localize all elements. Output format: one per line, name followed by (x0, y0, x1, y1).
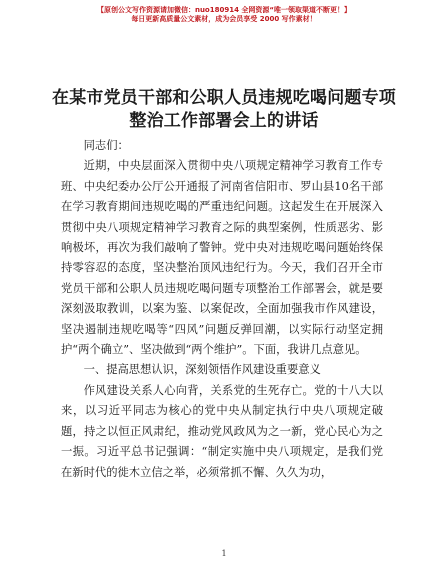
title-line-2: 整治工作部署会上的讲话 (129, 111, 319, 131)
banner-line-2: 每日更新高质量公文素材，成为会员享受 2000 写作素材！ (131, 15, 317, 23)
section-heading-1: 一、提高思想认识，深刻领悟作风建设重要意义 (83, 363, 321, 377)
header-banner (0, 6, 448, 24)
paragraph-2: 作风建设关系人心向背，关系党的生死存亡。党的十八大以来，以习近平同志为核心的党中央从制定执行中央八项规定破题，持之以恒正风肃纪，推动党风政风为之一新，党心民心为之一振。习近平总书记强调：“制定实施中央八项规定，是我们党在新时代的徙木立信之举，必须常抓不懈、久久为功， (61, 383, 383, 479)
paragraph-1: 近期，中央层面深入贯彻中央八项规定精神学习教育工作专班、中央纪委办公厅公开通报了河南省信阳市、罗山县10名干部在学习教育期间违规吃喝的严重违纪问题。这起发生在开展深入贯彻中央八项规定精神学习教育之际的典型案例，性质恶劣、影响极坏，再次为我们敲响了警钟。党中央对违规吃喝问题始终保持零容忍的态度，坚决整治顶风违纪行为。今天，我们召开全市党员干部和公职人员违规吃喝问题专项整治工作部署会，就是要深刻汲取教训，以案为鉴、以案促改，全面加强我市作风建设，坚决遏制违规吃喝等“四风”问题反弹回潮，以实际行动坚定拥护“两个确立”、坚决做到“两个维护”。下面，我讲几点意见。 (61, 159, 383, 357)
page-number: 1 (221, 549, 227, 558)
title-line-1: 在某市党员干部和公职人员违规吃喝问题专项 (52, 88, 396, 108)
banner-line-1: 【原创公文写作资源请加微信：nuo180914 全网资源“唯一领取渠道不断更！】 (96, 6, 352, 14)
salutation: 同志们： (83, 139, 129, 152)
document-body (61, 136, 383, 483)
document-title (0, 87, 448, 133)
